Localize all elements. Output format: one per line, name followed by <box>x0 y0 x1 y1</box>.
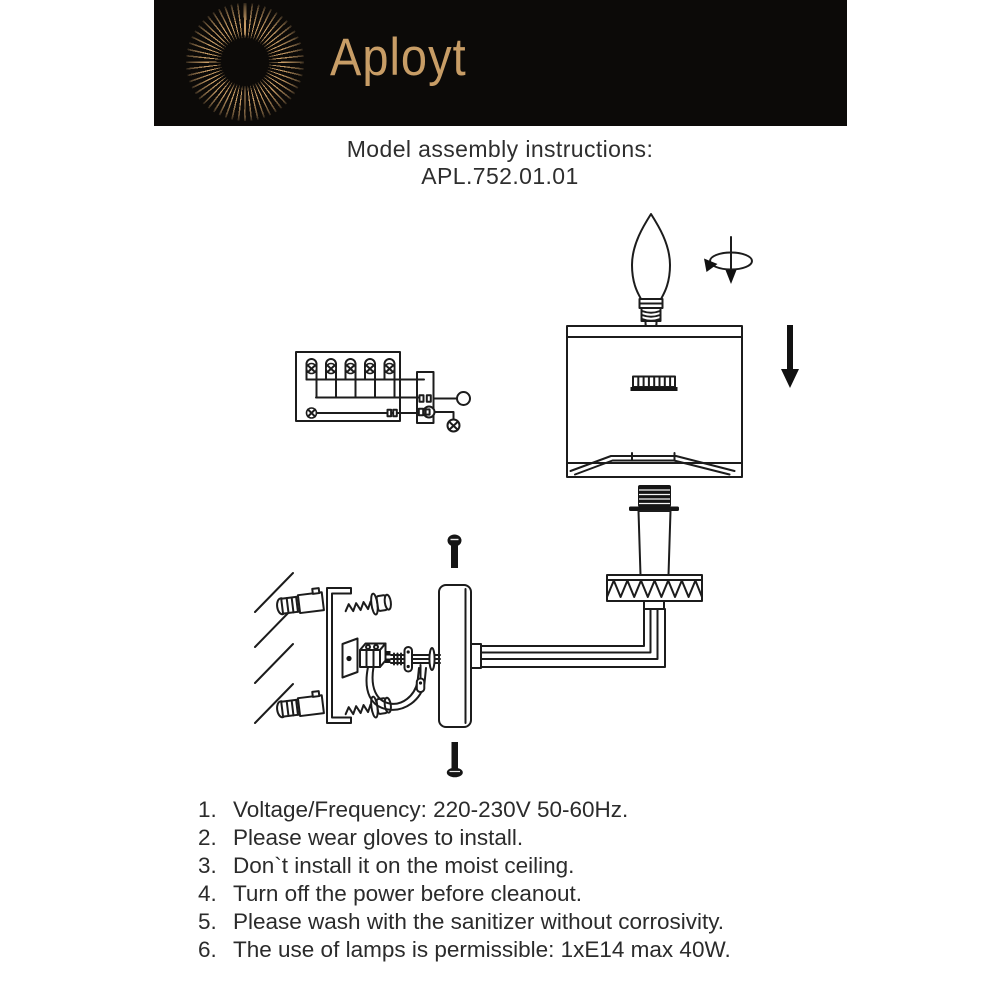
candle-bulb <box>632 214 670 330</box>
lamp-socket <box>629 485 679 575</box>
item-number: 1. <box>198 797 217 822</box>
bracket-screw <box>344 591 392 618</box>
shade-vent <box>631 377 678 392</box>
wiring-diagram <box>296 352 470 432</box>
junction-plate <box>343 639 358 678</box>
instruction-item <box>198 853 731 881</box>
item-number: 5. <box>198 909 217 934</box>
item-number: 2. <box>198 825 217 850</box>
insert-down-arrow-icon <box>781 325 799 388</box>
threaded-rod <box>391 647 440 692</box>
knurled-ring <box>607 575 702 609</box>
instruction-item <box>198 797 731 825</box>
item-text: Don`t install it on the moist ceiling. <box>233 853 575 878</box>
item-text: Voltage/Frequency: 220-230V 50-60Hz. <box>233 797 629 822</box>
instruction-item <box>198 881 731 909</box>
item-text: The use of lamps is permissible: 1xE14 max 40W. <box>233 937 731 962</box>
terminal-block <box>360 644 391 668</box>
item-text: Please wash with the sanitizer without corrosivity. <box>233 909 725 934</box>
item-text: Please wear gloves to install. <box>233 825 524 850</box>
lampshade <box>567 326 742 477</box>
wall-anchor <box>276 588 324 616</box>
instruction-item <box>198 825 731 853</box>
wall-plate <box>439 585 471 727</box>
instruction-list <box>198 797 731 965</box>
instruction-item <box>198 937 731 965</box>
instruction-item <box>198 909 731 937</box>
item-number: 3. <box>198 853 217 878</box>
lamp-arm <box>469 609 665 668</box>
brand-name: Aployt <box>330 26 467 86</box>
item-number: 4. <box>198 881 217 906</box>
mounting-screw-bottom <box>447 742 463 777</box>
rotate-direction-arrow-icon <box>704 237 752 284</box>
model-number: APL.752.01.01 <box>421 163 579 189</box>
page-title: Model assembly instructions: <box>346 136 654 162</box>
item-text: Turn off the power before cleanout. <box>233 881 582 906</box>
mounting-screw-top <box>448 535 462 569</box>
item-number: 6. <box>198 937 217 962</box>
